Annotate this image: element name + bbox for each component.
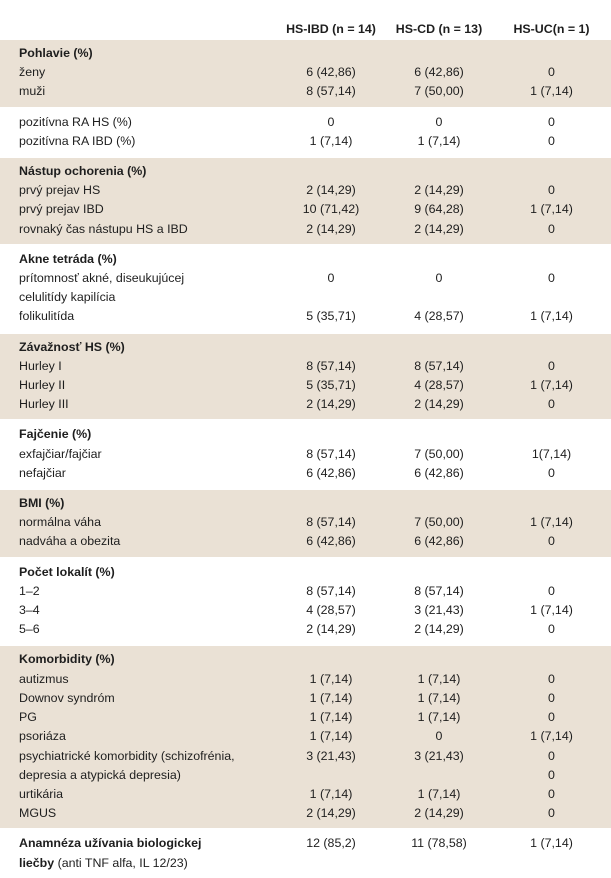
value-hs-cd: 6 (42,86) xyxy=(386,532,492,557)
value-hs-cd: 1 (7,14) xyxy=(386,708,492,727)
value-hs-uc: 0 xyxy=(492,620,611,645)
value-hs-uc: 0 xyxy=(492,220,611,245)
row-label: Hurley III xyxy=(0,395,276,420)
value-hs-ibd: 5 (35,71) xyxy=(276,376,386,395)
value-hs-uc: 1 (7,14) xyxy=(492,200,611,219)
value-hs-uc: 0 xyxy=(492,766,611,785)
row-label: prvý prejav HS xyxy=(0,181,276,200)
value-hs-cd: 7 (50,00) xyxy=(386,513,492,532)
value-hs-uc: 0 xyxy=(492,785,611,804)
value-hs-ibd: 4 (28,57) xyxy=(276,601,386,620)
value-hs-ibd xyxy=(276,288,386,307)
section-title: Počet lokalít (%) xyxy=(0,558,611,582)
section-akne-tetrada xyxy=(0,245,611,333)
value-hs-ibd: 2 (14,29) xyxy=(276,804,386,829)
value-hs-cd: 9 (64,28) xyxy=(386,200,492,219)
value-hs-ibd: 2 (14,29) xyxy=(276,220,386,245)
row-label: PG xyxy=(0,708,276,727)
value-hs-uc: 0 xyxy=(492,464,611,489)
value-hs-uc: 0 xyxy=(492,181,611,200)
value-hs-uc: 1 (7,14) xyxy=(492,829,611,853)
section-nastup-ochorenia xyxy=(0,157,611,245)
value-hs-cd: 2 (14,29) xyxy=(386,181,492,200)
section-ra xyxy=(0,108,611,157)
value-hs-ibd: 8 (57,14) xyxy=(276,82,386,107)
value-hs-cd xyxy=(386,766,492,785)
row-label: rovnaký čas nástupu HS a IBD xyxy=(0,220,276,245)
section-bmi xyxy=(0,489,611,558)
row-label: nadváha a obezita xyxy=(0,532,276,557)
value-hs-ibd: 1 (7,14) xyxy=(276,132,386,157)
value-hs-ibd: 12 (85,2) xyxy=(276,829,386,853)
value-hs-cd: 2 (14,29) xyxy=(386,620,492,645)
row-label: muži xyxy=(0,82,276,107)
row-label: 3–4 xyxy=(0,601,276,620)
value-hs-uc: 0 xyxy=(492,532,611,557)
value-hs-cd: 2 (14,29) xyxy=(386,395,492,420)
value-hs-ibd: 0 xyxy=(276,108,386,132)
row-label: pozitívna RA IBD (%) xyxy=(0,132,276,157)
value-hs-uc: 0 xyxy=(492,747,611,766)
row-label: psychiatrické komorbidity (schizofrénia, xyxy=(0,747,276,766)
value-hs-cd: 6 (42,86) xyxy=(386,464,492,489)
value-hs-ibd: 0 xyxy=(276,269,386,288)
value-hs-cd xyxy=(386,854,492,878)
row-label: Hurley I xyxy=(0,357,276,376)
section-title: Fajčenie (%) xyxy=(0,420,611,444)
row-label-bold-part: liečby xyxy=(19,855,55,870)
value-hs-uc: 0 xyxy=(492,395,611,420)
value-hs-cd: 4 (28,57) xyxy=(386,307,492,332)
value-hs-uc: 0 xyxy=(492,708,611,727)
row-label: 1–2 xyxy=(0,582,276,601)
value-hs-uc: 0 xyxy=(492,804,611,829)
value-hs-cd: 6 (42,86) xyxy=(386,63,492,82)
column-header-hs-cd: HS-CD (n = 13) xyxy=(395,22,483,36)
value-hs-ibd xyxy=(276,766,386,785)
value-hs-cd: 0 xyxy=(386,108,492,132)
value-hs-uc: 1 (7,14) xyxy=(492,513,611,532)
row-label: psoriáza xyxy=(0,727,276,746)
value-hs-uc: 0 xyxy=(492,108,611,132)
section-title: Pohlavie (%) xyxy=(0,40,611,63)
value-hs-uc: 1 (7,14) xyxy=(492,376,611,395)
value-hs-uc: 0 xyxy=(492,269,611,288)
value-hs-ibd: 2 (14,29) xyxy=(276,620,386,645)
value-hs-uc: 1 (7,14) xyxy=(492,601,611,620)
row-label: 5–6 xyxy=(0,620,276,645)
value-hs-cd: 2 (14,29) xyxy=(386,804,492,829)
row-label: prvý prejav IBD xyxy=(0,200,276,219)
value-hs-cd: 0 xyxy=(386,727,492,746)
value-hs-ibd: 2 (14,29) xyxy=(276,181,386,200)
value-hs-ibd: 8 (57,14) xyxy=(276,445,386,464)
row-label: Anamnéza užívania biologickej xyxy=(0,829,276,853)
section-title: Komorbidity (%) xyxy=(0,645,611,669)
value-hs-cd: 8 (57,14) xyxy=(386,582,492,601)
row-label: normálna váha xyxy=(0,513,276,532)
row-label: Downov syndróm xyxy=(0,689,276,708)
value-hs-ibd: 3 (21,43) xyxy=(276,747,386,766)
row-label: Hurley II xyxy=(0,376,276,395)
value-hs-ibd: 1 (7,14) xyxy=(276,670,386,689)
section-fajcenie xyxy=(0,420,611,489)
value-hs-cd: 3 (21,43) xyxy=(386,601,492,620)
value-hs-cd: 2 (14,29) xyxy=(386,220,492,245)
column-header-hs-ibd: HS-IBD (n = 14) xyxy=(286,22,376,36)
value-hs-ibd: 6 (42,86) xyxy=(276,532,386,557)
section-pohlavie xyxy=(0,40,611,108)
value-hs-uc: 1 (7,14) xyxy=(492,82,611,107)
value-hs-ibd: 2 (14,29) xyxy=(276,395,386,420)
value-hs-ibd: 10 (71,42) xyxy=(276,200,386,219)
row-label: depresia a atypická depresia) xyxy=(0,766,276,785)
value-hs-uc: 0 xyxy=(492,63,611,82)
value-hs-cd: 1 (7,14) xyxy=(386,689,492,708)
section-pocet-lokalit xyxy=(0,558,611,646)
value-hs-ibd: 6 (42,86) xyxy=(276,63,386,82)
row-label: celulitídy kapilícia xyxy=(0,288,276,307)
value-hs-uc: 1 (7,14) xyxy=(492,307,611,332)
value-hs-ibd: 5 (35,71) xyxy=(276,307,386,332)
value-hs-uc: 1 (7,14) xyxy=(492,727,611,746)
row-label: nefajčiar xyxy=(0,464,276,489)
value-hs-cd: 8 (57,14) xyxy=(386,357,492,376)
value-hs-ibd: 8 (57,14) xyxy=(276,513,386,532)
value-hs-ibd: 1 (7,14) xyxy=(276,727,386,746)
value-hs-cd: 1 (7,14) xyxy=(386,670,492,689)
value-hs-cd: 1 (7,14) xyxy=(386,785,492,804)
value-hs-ibd: 8 (57,14) xyxy=(276,357,386,376)
value-hs-ibd xyxy=(276,854,386,878)
header-row xyxy=(0,0,611,40)
value-hs-uc: 0 xyxy=(492,670,611,689)
value-hs-cd: 1 (7,14) xyxy=(386,132,492,157)
value-hs-uc: 1(7,14) xyxy=(492,445,611,464)
row-label: folikulitída xyxy=(0,307,276,332)
row-label: autizmus xyxy=(0,670,276,689)
row-label: exfajčiar/fajčiar xyxy=(0,445,276,464)
row-label: prítomnosť akné, diseukujúcej xyxy=(0,269,276,288)
section-title: Nástup ochorenia (%) xyxy=(0,157,611,181)
row-label: MGUS xyxy=(0,804,276,829)
value-hs-cd: 7 (50,00) xyxy=(386,82,492,107)
value-hs-cd: 3 (21,43) xyxy=(386,747,492,766)
row-label: ženy xyxy=(0,63,276,82)
value-hs-uc xyxy=(492,854,611,878)
value-hs-uc xyxy=(492,288,611,307)
value-hs-uc: 0 xyxy=(492,582,611,601)
value-hs-uc: 0 xyxy=(492,357,611,376)
value-hs-uc: 0 xyxy=(492,689,611,708)
section-zavaznost-hs xyxy=(0,333,611,421)
row-label: pozitívna RA HS (%) xyxy=(0,108,276,132)
row-label-continued xyxy=(0,854,276,878)
value-hs-ibd: 1 (7,14) xyxy=(276,689,386,708)
section-title: BMI (%) xyxy=(0,489,611,513)
value-hs-cd: 7 (50,00) xyxy=(386,445,492,464)
section-title: Akne tetráda (%) xyxy=(0,245,611,269)
value-hs-ibd: 1 (7,14) xyxy=(276,785,386,804)
value-hs-uc: 0 xyxy=(492,132,611,157)
section-komorbidity xyxy=(0,645,611,829)
value-hs-ibd: 1 (7,14) xyxy=(276,708,386,727)
row-label: urtikária xyxy=(0,785,276,804)
section-title: Závažnosť HS (%) xyxy=(0,333,611,357)
column-header-hs-uc: HS-UC(n = 1) xyxy=(513,22,590,36)
value-hs-ibd: 6 (42,86) xyxy=(276,464,386,489)
value-hs-ibd: 8 (57,14) xyxy=(276,582,386,601)
header-empty-cell xyxy=(0,0,276,40)
value-hs-cd: 4 (28,57) xyxy=(386,376,492,395)
section-biologicka-liecba xyxy=(0,829,611,877)
value-hs-cd xyxy=(386,288,492,307)
row-label-rest-part: (anti TNF alfa, IL 12/23) xyxy=(54,855,188,870)
value-hs-cd: 11 (78,58) xyxy=(386,829,492,853)
value-hs-cd: 0 xyxy=(386,269,492,288)
